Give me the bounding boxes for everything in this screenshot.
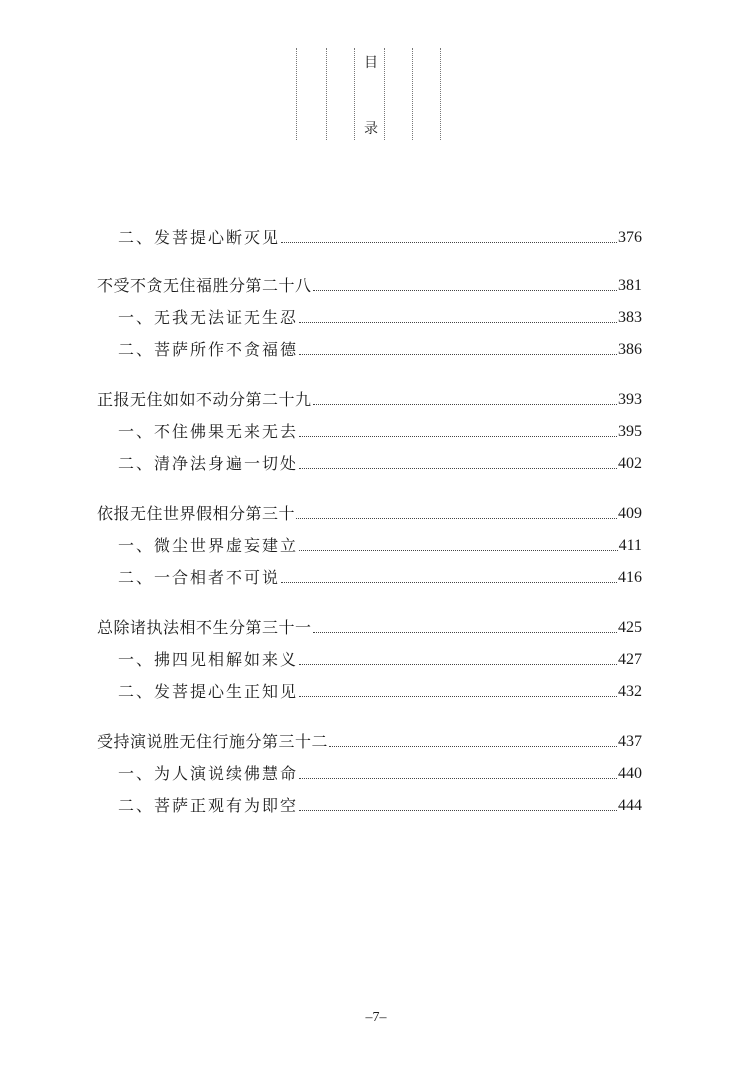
entry-page: 386 [618,341,642,358]
toc-entry[interactable] [118,680,642,702]
entry-page: 432 [618,683,642,700]
entry-page: 427 [618,651,642,668]
entry-page: 437 [618,733,642,750]
toc-entry[interactable] [97,388,642,410]
entry-page: 411 [618,537,642,554]
entry-title: 不受不贪无住福胜分第二十八 [97,276,312,295]
toc-entry[interactable] [118,566,642,588]
dot-leader [313,403,617,405]
entry-page: 383 [618,309,642,326]
entry-page: 402 [618,455,642,472]
dot-leader [329,745,617,747]
dot-leader [281,581,617,583]
toc-entry[interactable] [97,730,642,752]
dot-leader [299,695,617,697]
toc-entry[interactable] [97,616,642,638]
toc-entry[interactable] [118,420,642,442]
toc-entry[interactable] [118,452,642,474]
entry-page: 425 [618,619,642,636]
entry-title: 二、清净法身遍一切处 [118,454,299,473]
toc-entry[interactable] [97,502,642,524]
dot-leader [281,241,617,243]
entry-page: 376 [618,229,642,246]
entry-page: 409 [618,505,642,522]
entry-title: 二、一合相者不可说 [118,568,281,587]
dot-leader [299,353,617,355]
entry-title: 一、微尘世界虚妄建立 [118,536,299,555]
toc-entry[interactable] [97,274,642,296]
header-dotted-rule [440,48,441,140]
dot-leader [313,631,617,633]
header-char-lu: 录 [364,121,378,137]
header-dotted-rule [354,48,355,140]
entry-title: 二、发菩提心生正知见 [118,682,299,701]
entry-page: 444 [618,797,642,814]
entry-title: 受持演说胜无住行施分第三十二 [97,732,329,751]
entry-title: 一、为人演说续佛慧命 [118,764,299,783]
toc-entry[interactable] [118,794,642,816]
dot-leader [296,517,617,519]
dot-leader [299,435,617,437]
entry-page: 395 [618,423,642,440]
entry-title: 二、菩萨正观有为即空 [118,796,299,815]
entry-page: 393 [618,391,642,408]
toc-entry[interactable] [118,226,642,248]
entry-title: 一、不住佛果无来无去 [118,422,299,441]
dot-leader [299,549,618,551]
header-char-mu: 目 [364,55,378,71]
toc-entry[interactable] [118,306,642,328]
entry-title: 正报无住如如不动分第二十九 [97,390,312,409]
entry-page: 440 [618,765,642,782]
toc-header [296,48,446,140]
toc-entry[interactable] [118,648,642,670]
footer-page-number: –7– [365,1010,387,1025]
entry-title: 依报无住世界假相分第三十 [97,504,296,523]
dot-leader [299,321,617,323]
entry-title: 一、无我无法证无生忍 [118,308,299,327]
toc-entry[interactable] [118,534,642,556]
dot-leader [299,777,617,779]
header-dotted-rule [296,48,297,140]
dot-leader [313,289,617,291]
entry-page: 416 [618,569,642,586]
dot-leader [299,467,617,469]
dot-leader [299,663,617,665]
header-dotted-rule [412,48,413,140]
entry-title: 一、拂四见相解如来义 [118,650,299,669]
toc-entry[interactable] [118,762,642,784]
entry-title: 二、发菩提心断灭见 [118,228,281,247]
entry-title: 总除诸执法相不生分第三十一 [97,618,312,637]
toc-entry[interactable] [118,338,642,360]
dot-leader [299,809,617,811]
header-dotted-rule [326,48,327,140]
entry-page: 381 [618,277,642,294]
entry-title: 二、菩萨所作不贪福德 [118,340,299,359]
header-dotted-rule [384,48,385,140]
